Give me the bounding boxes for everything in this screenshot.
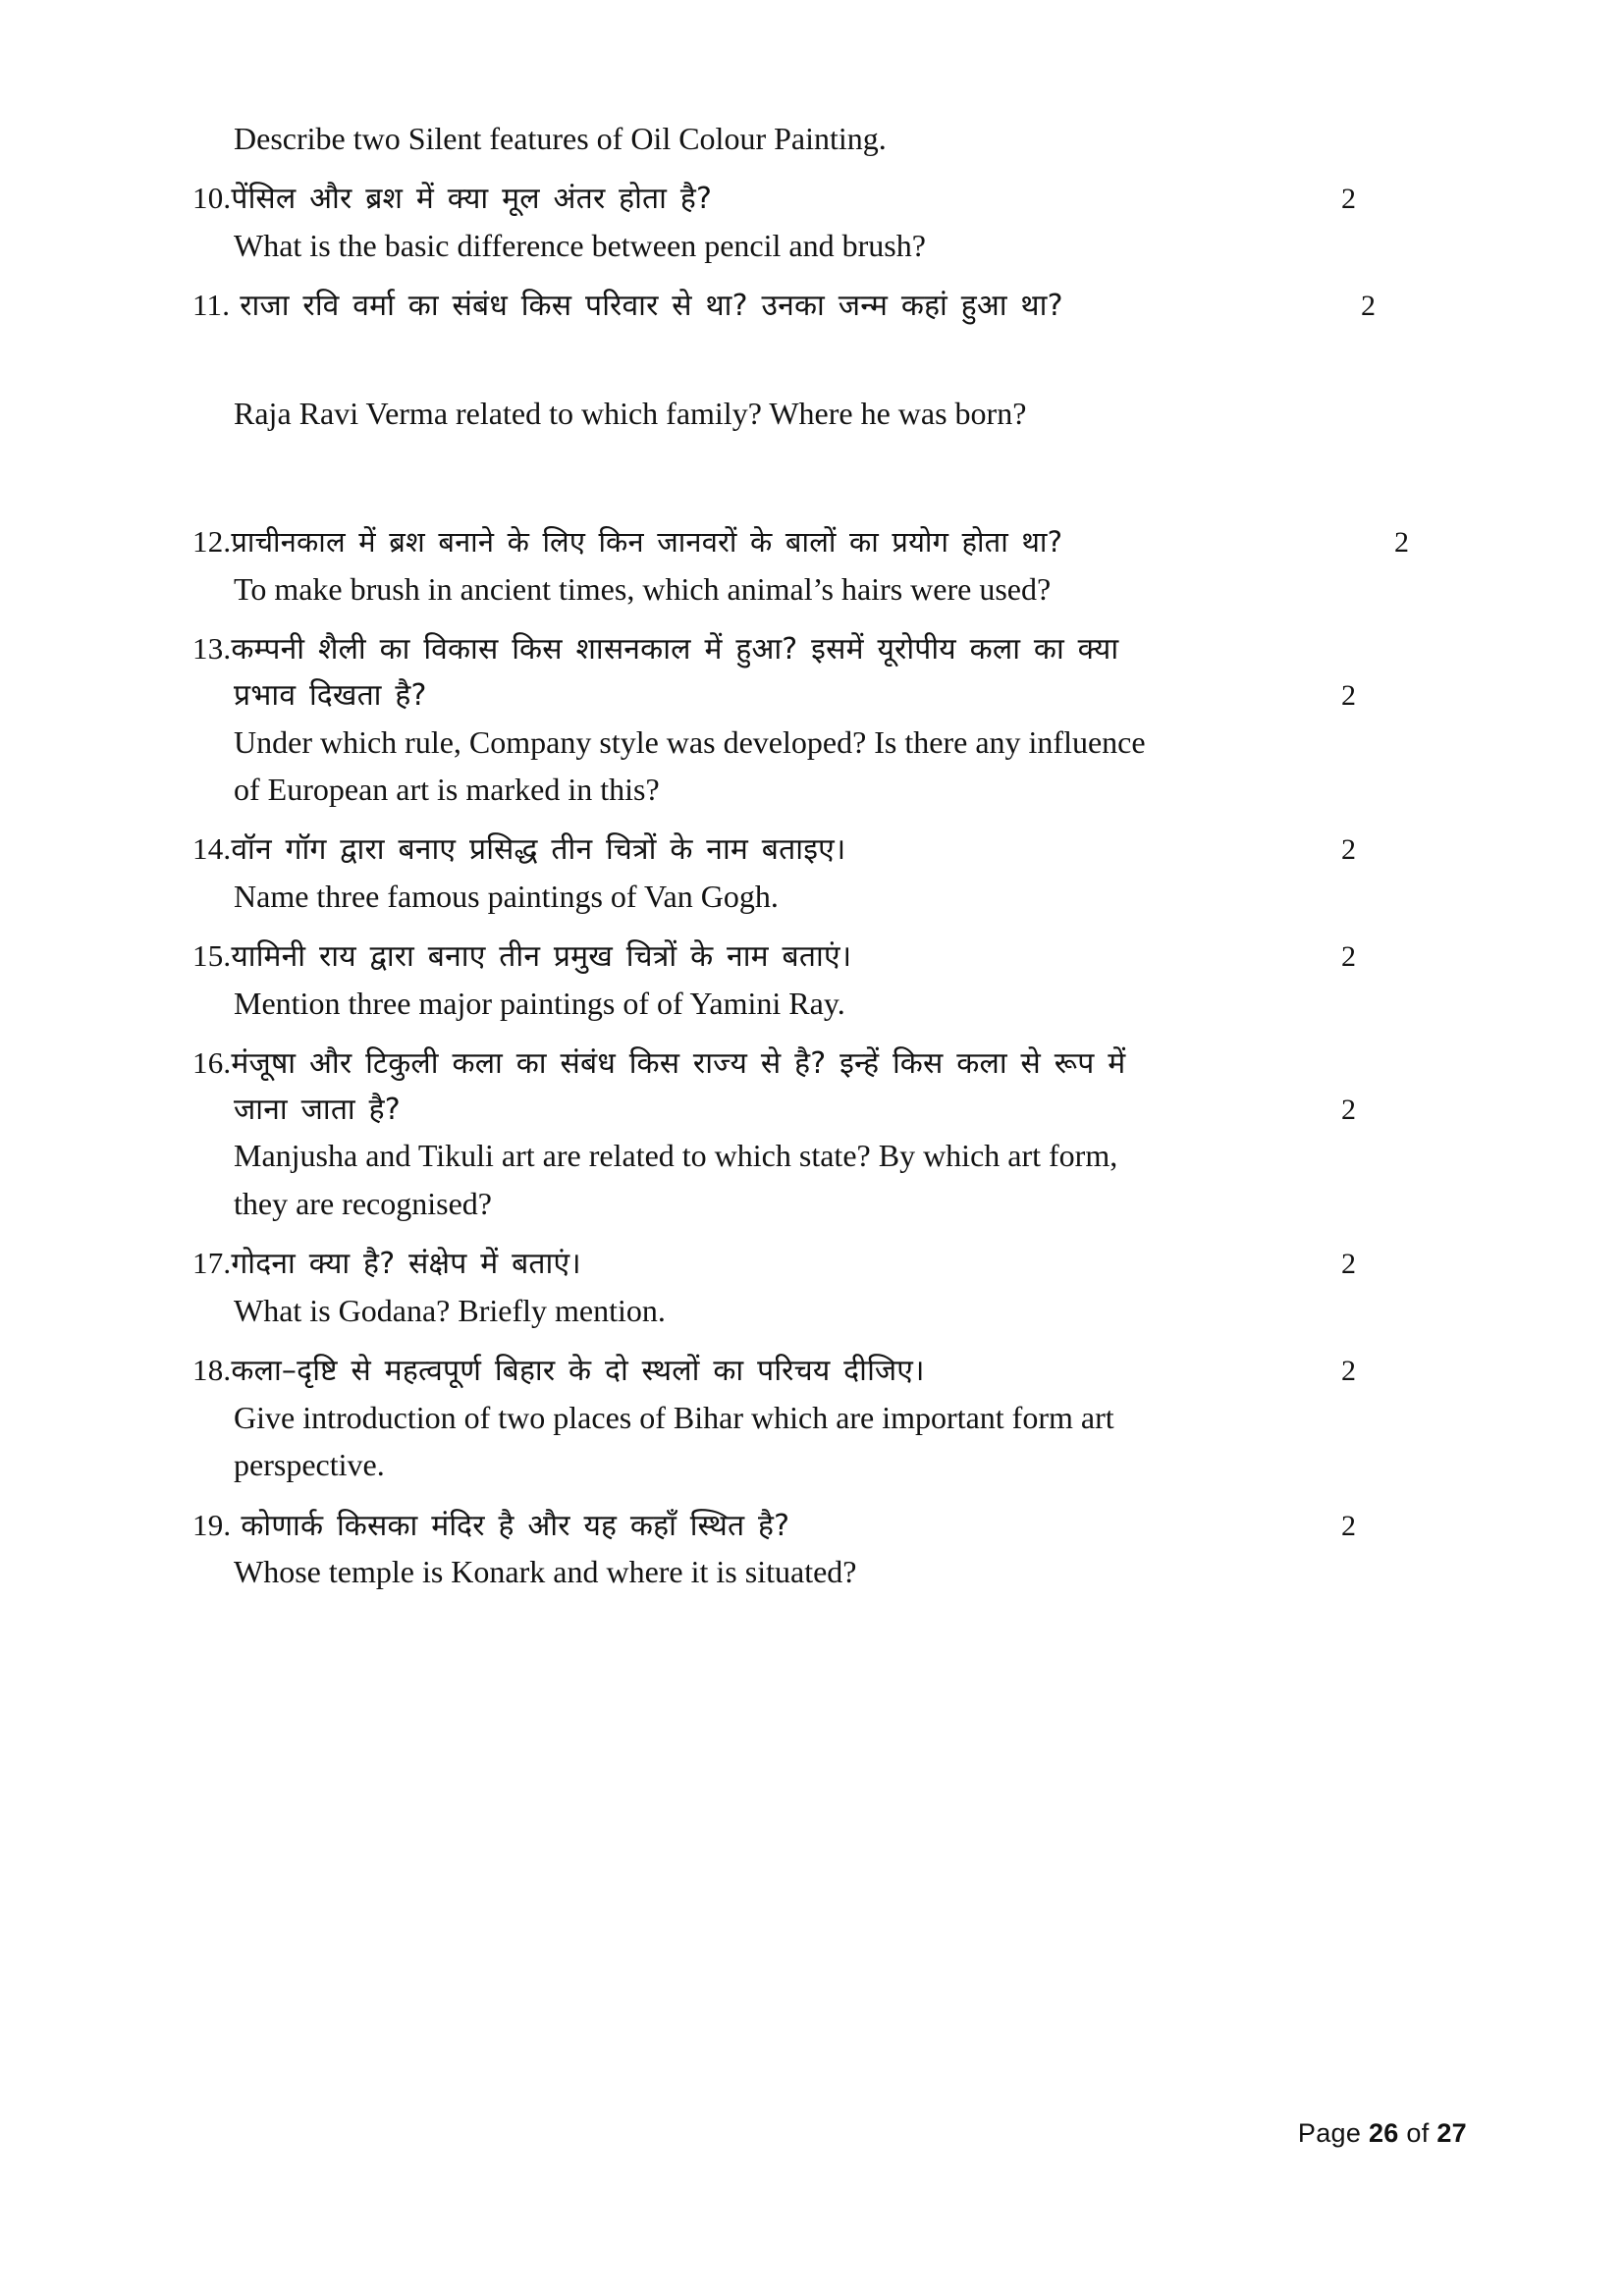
question-16-hindi-row-1 [192,1041,1430,1086]
spacer [192,330,1430,391]
question-15-number: 15. [192,938,232,974]
question-11-english-text: Raja Ravi Verma related to which family? Where he was born? [234,395,1027,431]
question-12-hindi-row [192,520,1430,564]
spacer [192,1490,1430,1504]
carryover-english-text: Describe two Silent features of Oil Colour Painting. [234,121,887,156]
question-14-english-text: Name three famous paintings of Van Gogh. [234,878,779,914]
question-10-english-row [192,223,1430,268]
question-18-english-row-1 [192,1395,1430,1440]
spacer [192,1228,1430,1242]
question-17-hindi-row [192,1242,1430,1286]
question-11-english-row [192,391,1430,436]
spacer [192,814,1430,828]
question-10-hindi-text: पेंसिल और ब्रश में क्या मूल अंतर होता है? [231,182,713,217]
question-13-english-row-2 [192,767,1430,812]
question-15-hindi-row [192,934,1430,979]
question-13-marks: 2 [1341,678,1357,712]
question-17-english-text: What is Godana? Briefly mention. [234,1292,666,1328]
question-10-hindi-row [192,177,1430,221]
question-18-english-row-2 [192,1442,1430,1487]
question-16-hindi-text-line1: मंजूषा और टिकुली कला का संबंध किस राज्य से है? इन्हें किस कला से रूप में [231,1046,1126,1082]
carryover-english-line [192,116,1430,161]
question-17-hindi-text: गोदना क्या है? संक्षेप में बताएं। [231,1247,581,1282]
question-12-hindi-text: प्राचीनकाल में ब्रश बनाने के लिए किन जानवरों के बालों का प्रयोग होता था? [231,525,1063,560]
spacer [192,614,1430,627]
question-16-english-text-line1: Manjusha and Tikuli art are related to which state? By which art form, [234,1138,1118,1174]
question-11-hindi-row [192,284,1430,328]
question-17-english-row [192,1288,1430,1333]
question-18-number: 18. [192,1353,232,1388]
question-18-english-text-line1: Give introduction of two places of Bihar which are important form art [234,1399,1114,1435]
question-13-hindi-row-2 [192,673,1430,718]
question-14-hindi-text: वॉन गॉग द्वारा बनाए प्रसिद्ध तीन चित्रों के नाम बताइए। [231,832,846,868]
question-12-english-row [192,566,1430,612]
question-11-hindi-text: राजा रवि वर्मा का संबंध किस परिवार से था? उनका जन्म कहां हुआ था? [240,289,1063,324]
footer-of-word: of [1406,2118,1430,2148]
question-19-marks: 2 [1341,1509,1357,1542]
question-11-number: 11. [192,288,231,323]
footer-current-page: 26 [1368,2118,1399,2148]
spacer [192,438,1430,520]
question-10-number: 10. [192,181,232,216]
question-14-marks: 2 [1341,833,1357,867]
question-18-hindi-row [192,1349,1430,1393]
question-14-number: 14. [192,831,232,867]
spacer [192,921,1430,934]
spacer [192,270,1430,284]
question-13-hindi-text-line1: कम्पनी शैली का विकास किस शासनकाल में हुआ? इसमें यूरोपीय कला का क्या [231,632,1119,667]
footer-total-pages: 27 [1436,2118,1467,2148]
spacer [192,1335,1430,1349]
question-17-number: 17. [192,1246,232,1281]
question-15-english-row [192,981,1430,1026]
question-16-number: 16. [192,1045,232,1081]
question-14-hindi-row [192,828,1430,872]
question-14-english-row [192,874,1430,919]
question-12-marks: 2 [1394,526,1410,560]
question-19-hindi-row [192,1504,1430,1548]
question-16-english-row-2 [192,1181,1430,1226]
question-15-hindi-text: यामिनी राय द्वारा बनाए तीन प्रमुख चित्रों के नाम बताएं। [231,939,852,975]
question-13-hindi-text-line2: प्रभाव दिखता है? [234,677,427,713]
question-19-hindi-text: कोणार्क किसका मंदिर है और यह कहाँ स्थित है? [241,1508,790,1543]
question-12-number: 12. [192,524,232,560]
question-12-english-text: To make brush in ancient times, which animal’s hairs were used? [234,570,1052,607]
question-11-marks: 2 [1361,290,1377,323]
question-16-marks: 2 [1341,1093,1357,1126]
question-13-english-text-line2: of European art is marked in this? [234,771,660,807]
question-19-english-row [192,1549,1430,1594]
question-15-marks: 2 [1341,940,1357,974]
page-footer [1298,2118,1467,2149]
question-13-hindi-row-1 [192,627,1430,671]
question-10-english-text: What is the basic difference between pencil and brush? [234,227,926,263]
question-18-hindi-text: कला–दृष्टि से महत्वपूर्ण बिहार के दो स्थलों का परिचय दीजिए। [231,1354,925,1389]
question-13-english-text-line1: Under which rule, Company style was developed? Is there any influence [234,723,1146,760]
question-19-number: 19. [192,1507,232,1542]
question-16-english-row-1 [192,1133,1430,1178]
spacer [192,1028,1430,1041]
question-16-english-text-line2: they are recognised? [234,1185,492,1221]
spacer [192,163,1430,177]
question-13-english-row-1 [192,720,1430,765]
question-10-marks: 2 [1341,183,1357,216]
question-19-english-text: Whose temple is Konark and where it is situated? [234,1554,857,1590]
question-16-hindi-text-line2: जाना जाता है? [234,1092,401,1127]
question-18-english-text-line2: perspective. [234,1447,385,1483]
question-13-number: 13. [192,631,232,667]
question-18-marks: 2 [1341,1355,1357,1388]
question-list [192,116,1430,1597]
question-15-english-text: Mention three major paintings of of Yamini Ray. [234,985,845,1021]
question-16-hindi-row-2 [192,1088,1430,1132]
footer-page-word: Page [1297,2118,1362,2148]
question-17-marks: 2 [1341,1248,1357,1281]
